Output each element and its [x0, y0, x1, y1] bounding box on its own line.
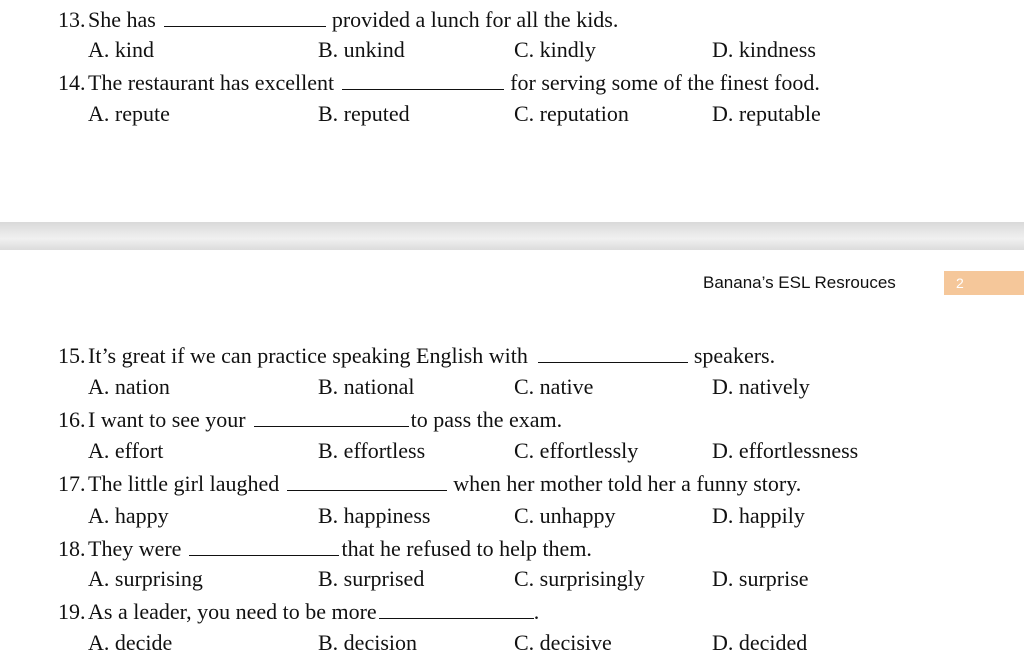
question-15 [58, 342, 775, 369]
question-text-after: speakers. [693, 343, 776, 368]
answer-blank [254, 406, 409, 427]
question-number: 13. [58, 7, 86, 32]
option-c: C. reputation [514, 101, 629, 126]
question-text-after: that he refused to help them. [341, 536, 592, 561]
option-b: B. national [318, 374, 415, 399]
question-text-before: I want to see your [88, 407, 246, 432]
option-c: C. surprisingly [514, 566, 645, 591]
option-b: B. surprised [318, 566, 425, 591]
option-c: C. unhappy [514, 503, 616, 528]
question-number: 17. [58, 471, 86, 496]
question-text-before: As a leader, you need to be more [88, 599, 377, 624]
question-number: 18. [58, 536, 86, 561]
page-header-title: Banana’s ESL Resrouces [703, 273, 896, 292]
question-18 [58, 535, 592, 562]
option-b: B. decision [318, 630, 417, 655]
question-number: 16. [58, 407, 86, 432]
question-19 [58, 598, 539, 625]
question-text-before: The little girl laughed [88, 471, 280, 496]
option-c: C. decisive [514, 630, 612, 655]
question-14 [58, 69, 820, 96]
page-number-badge: 2 [944, 271, 1024, 295]
option-a: A. kind [88, 37, 154, 62]
option-a: A. effort [88, 438, 164, 463]
option-a: A. happy [88, 503, 169, 528]
question-text-before: They were [88, 536, 182, 561]
option-d: D. surprise [712, 566, 809, 591]
question-number: 14. [58, 70, 86, 95]
question-text-before: It’s great if we can practice speaking English with [88, 343, 528, 368]
option-a: A. repute [88, 101, 170, 126]
option-d: D. natively [712, 374, 810, 399]
question-text-after: to pass the exam. [410, 407, 563, 432]
option-c: C. native [514, 374, 594, 399]
option-b: B. effortless [318, 438, 426, 463]
question-text-before: The restaurant has excellent [88, 70, 335, 95]
question-number: 15. [58, 343, 86, 368]
option-b: B. unkind [318, 37, 405, 62]
question-number: 19. [58, 599, 86, 624]
option-a: A. decide [88, 630, 173, 655]
question-16 [58, 406, 562, 433]
answer-blank [342, 69, 504, 90]
option-d: D. effortlessness [712, 438, 859, 463]
question-text-after: provided a lunch for all the kids. [331, 7, 619, 32]
answer-blank [189, 535, 339, 556]
question-text-after: . [533, 599, 540, 624]
question-text-before: She has [88, 7, 156, 32]
option-a: A. surprising [88, 566, 203, 591]
option-d: D. kindness [712, 37, 816, 62]
option-b: B. happiness [318, 503, 431, 528]
option-c: C. effortlessly [514, 438, 639, 463]
option-d: D. reputable [712, 101, 821, 126]
question-17 [58, 470, 801, 497]
answer-blank [287, 470, 447, 491]
answer-blank [164, 6, 326, 27]
option-d: D. happily [712, 503, 805, 528]
answer-blank [538, 342, 688, 363]
question-text-after: for serving some of the finest food. [510, 70, 820, 95]
option-b: B. reputed [318, 101, 410, 126]
question-13 [58, 6, 618, 33]
option-a: A. nation [88, 374, 170, 399]
option-d: D. decided [712, 630, 808, 655]
option-c: C. kindly [514, 37, 596, 62]
page-separator [0, 222, 1024, 250]
answer-blank [379, 598, 534, 619]
question-text-after: when her mother told her a funny story. [453, 471, 802, 496]
